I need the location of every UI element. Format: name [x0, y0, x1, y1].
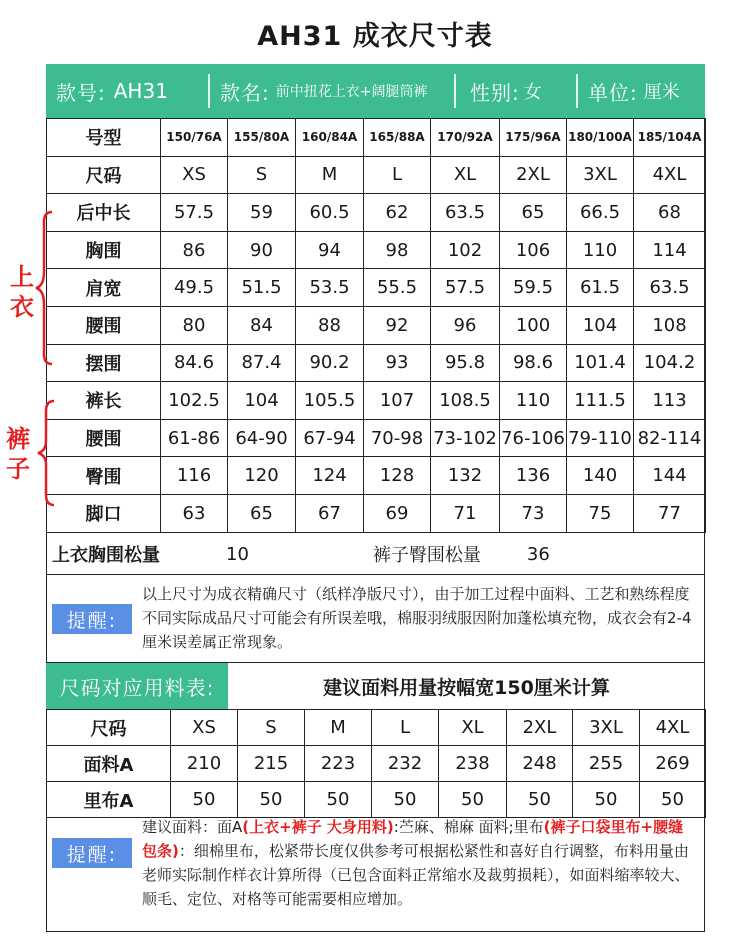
table-cell: 71	[431, 494, 500, 532]
model-cell: 155/80A	[228, 119, 296, 157]
reminder-badge: 提醒:	[52, 604, 132, 634]
table-cell: 67-94	[296, 419, 364, 457]
reminder-badge: 提醒:	[52, 838, 132, 868]
table-row	[47, 344, 706, 382]
table-cell: 113	[634, 382, 706, 420]
style-name-label: 款名:	[220, 80, 270, 105]
top-ease-value: 10	[226, 543, 249, 565]
table-row	[47, 382, 706, 420]
table-cell: 104.2	[634, 344, 706, 382]
unit-cell	[578, 64, 705, 118]
table-cell: 55.5	[364, 269, 431, 307]
table-cell: 67	[296, 494, 364, 532]
gender-cell	[456, 64, 576, 118]
row-header: 裤长	[47, 382, 161, 420]
table-cell: 50	[372, 782, 439, 818]
style-number-label: 款号:	[56, 80, 106, 105]
table-cell: 75	[567, 494, 634, 532]
table-cell: 79-110	[567, 419, 634, 457]
table-cell: 255	[573, 746, 640, 782]
row-header: 摆围	[47, 344, 161, 382]
table-row	[47, 119, 706, 157]
reminder-text-part: :苎麻、棉麻 面料;里布	[393, 818, 544, 836]
row-header: 尺码	[47, 710, 171, 746]
table-row	[47, 156, 706, 194]
table-cell: 50	[439, 782, 507, 818]
table-cell: 215	[238, 746, 305, 782]
row-header: 里布A	[47, 782, 171, 818]
ease-row	[46, 534, 705, 574]
table-row	[47, 710, 706, 746]
table-row	[47, 231, 706, 269]
divider	[46, 574, 705, 575]
size-cell: S	[228, 156, 296, 194]
unit-label: 单位:	[588, 80, 638, 105]
table-cell: 128	[364, 457, 431, 495]
model-cell: 180/100A	[567, 119, 634, 157]
size-cell: L	[364, 156, 431, 194]
table-cell: 210	[171, 746, 238, 782]
row-header: 面料A	[47, 746, 171, 782]
bottom-group-char: 裤	[6, 425, 30, 453]
model-cell: 165/88A	[364, 119, 431, 157]
reminder-text-part: 建议面料：面A	[142, 818, 243, 836]
table-cell: 80	[161, 306, 228, 344]
table-cell: 108	[634, 306, 706, 344]
bottom-group-label	[6, 424, 30, 484]
table-cell: 82-114	[634, 419, 706, 457]
table-cell: 59	[228, 194, 296, 232]
table-cell: 101.4	[567, 344, 634, 382]
row-header: 后中长	[47, 194, 161, 232]
table-row	[47, 269, 706, 307]
table-cell: 90	[228, 231, 296, 269]
style-number-cell	[46, 64, 208, 118]
top-group-char: 上	[10, 263, 34, 291]
table-cell: 50	[573, 782, 640, 818]
fabric-section-title: 尺码对应用料表:	[46, 663, 228, 709]
table-cell: 92	[364, 306, 431, 344]
table-cell: 73-102	[431, 419, 500, 457]
size-cell: XS	[161, 156, 228, 194]
table-cell: 232	[372, 746, 439, 782]
gender-value: 女	[523, 82, 542, 103]
table-cell: 66.5	[567, 194, 634, 232]
row-header: 腰围	[47, 419, 161, 457]
table-row	[47, 782, 706, 818]
top-group-char: 衣	[10, 293, 34, 321]
table-cell: 223	[305, 746, 372, 782]
table-cell: 96	[431, 306, 500, 344]
size-table	[46, 118, 706, 533]
table-cell: 248	[507, 746, 573, 782]
gender-label: 性别:	[470, 80, 520, 105]
table-cell: 61.5	[567, 269, 634, 307]
model-cell: 185/104A	[634, 119, 706, 157]
row-header: 胸围	[47, 231, 161, 269]
model-cell: 175/96A	[500, 119, 567, 157]
top-group-brace	[32, 208, 54, 368]
table-cell: 60.5	[296, 194, 364, 232]
table-cell: 63.5	[634, 269, 706, 307]
row-header: 臀围	[47, 457, 161, 495]
table-cell: 73	[500, 494, 567, 532]
size-cell: XL	[439, 710, 507, 746]
table-cell: 86	[161, 231, 228, 269]
table-cell: 62	[364, 194, 431, 232]
table-cell: 61-86	[161, 419, 228, 457]
style-number-value: AH31	[113, 79, 168, 103]
reminder-text	[142, 815, 698, 911]
top-ease-label: 上衣胸围松量	[52, 545, 160, 566]
fabric-section-note: 建议面料用量按幅宽150厘米计算	[323, 676, 610, 699]
size-cell: XL	[431, 156, 500, 194]
table-cell: 50	[171, 782, 238, 818]
table-cell: 87.4	[228, 344, 296, 382]
table-cell: 105.5	[296, 382, 364, 420]
table-cell: 124	[296, 457, 364, 495]
reminder-highlight: (裤子口袋里布+腰缝包条)	[142, 818, 684, 860]
table-row	[47, 194, 706, 232]
table-cell: 110	[500, 382, 567, 420]
top-group-label	[10, 262, 34, 322]
table-cell: 69	[364, 494, 431, 532]
table-cell: 269	[640, 746, 706, 782]
row-header: 腰围	[47, 306, 161, 344]
size-cell: 2XL	[507, 710, 573, 746]
table-cell: 93	[364, 344, 431, 382]
table-cell: 110	[567, 231, 634, 269]
table-cell: 51.5	[228, 269, 296, 307]
table-cell: 98.6	[500, 344, 567, 382]
size-cell: 4XL	[634, 156, 706, 194]
table-cell: 77	[634, 494, 706, 532]
table-cell: 84.6	[161, 344, 228, 382]
table-cell: 90.2	[296, 344, 364, 382]
row-header: 号型	[47, 119, 161, 157]
fabric-section-header	[46, 663, 705, 709]
table-cell: 114	[634, 231, 706, 269]
model-cell: 160/84A	[296, 119, 364, 157]
table-cell: 106	[500, 231, 567, 269]
table-cell: 102	[431, 231, 500, 269]
table-cell: 50	[238, 782, 305, 818]
reminder-text-part: ：细棉里布，松紧带长度仅供参考可根据松紧性和喜好自行调整，布料用量由老师实际制作样衣计算所得（已包含面料正常缩水及裁剪损耗），如面料缩率较大、顺毛、定位、对格等可能需要相应增加。	[142, 842, 690, 908]
table-cell: 70-98	[364, 419, 431, 457]
size-cell: 2XL	[500, 156, 567, 194]
table-cell: 53.5	[296, 269, 364, 307]
table-cell: 120	[228, 457, 296, 495]
table-cell: 68	[634, 194, 706, 232]
table-cell: 76-106	[500, 419, 567, 457]
table-cell: 59.5	[500, 269, 567, 307]
table-cell: 140	[567, 457, 634, 495]
table-cell: 108.5	[431, 382, 500, 420]
table-cell: 102.5	[161, 382, 228, 420]
table-cell: 132	[431, 457, 500, 495]
table-cell: 94	[296, 231, 364, 269]
size-cell: 4XL	[640, 710, 706, 746]
size-cell: M	[305, 710, 372, 746]
row-header: 脚口	[47, 494, 161, 532]
bottom-group-char: 子	[6, 455, 30, 483]
fabric-table	[46, 709, 706, 818]
size-cell: S	[238, 710, 305, 746]
size-cell: L	[372, 710, 439, 746]
table-cell: 50	[305, 782, 372, 818]
table-row	[47, 419, 706, 457]
table-cell: 144	[634, 457, 706, 495]
style-name-cell	[210, 64, 454, 118]
table-cell: 63.5	[431, 194, 500, 232]
table-cell: 84	[228, 306, 296, 344]
table-cell: 88	[296, 306, 364, 344]
reminder-highlight: (上衣+裤子 大身用料)	[242, 818, 394, 836]
model-cell: 170/92A	[431, 119, 500, 157]
pants-ease-label: 裤子臀围松量	[372, 545, 481, 566]
table-cell: 50	[507, 782, 573, 818]
row-header: 尺码	[47, 156, 161, 194]
style-info-bar	[46, 64, 705, 118]
pants-ease-value: 36	[526, 543, 550, 565]
table-cell: 104	[228, 382, 296, 420]
table-cell: 95.8	[431, 344, 500, 382]
size-cell: XS	[171, 710, 238, 746]
table-cell: 49.5	[161, 269, 228, 307]
page-title: AH31 成衣尺寸表	[257, 21, 493, 52]
table-cell: 111.5	[567, 382, 634, 420]
table-cell: 63	[161, 494, 228, 532]
table-cell: 104	[567, 306, 634, 344]
table-cell: 100	[500, 306, 567, 344]
reminder-text: 以上尺寸为成衣精确尺寸（纸样净版尺寸），由于加工过程中面料、工艺和熟练程度不同实际成品尺寸可能会有所误差哦，棉服羽绒服因附加蓬松填充物，成衣会有2-4厘米误差属正常现象。	[142, 585, 692, 651]
size-cell: 3XL	[567, 156, 634, 194]
size-cell: M	[296, 156, 364, 194]
table-cell: 107	[364, 382, 431, 420]
table-cell: 65	[500, 194, 567, 232]
table-cell: 136	[500, 457, 567, 495]
table-row	[47, 494, 706, 532]
size-cell: 3XL	[573, 710, 640, 746]
table-cell: 98	[364, 231, 431, 269]
model-cell: 150/76A	[161, 119, 228, 157]
table-cell: 50	[640, 782, 706, 818]
table-cell: 65	[228, 494, 296, 532]
row-header: 肩宽	[47, 269, 161, 307]
bottom-group-brace	[34, 397, 56, 509]
table-cell: 57.5	[431, 269, 500, 307]
table-row	[47, 746, 706, 782]
table-row	[47, 306, 706, 344]
unit-value: 厘米	[643, 82, 680, 103]
style-name-value: 前中扭花上衣+阔腿筒裤	[275, 84, 428, 100]
table-row	[47, 457, 706, 495]
table-cell: 238	[439, 746, 507, 782]
table-cell: 116	[161, 457, 228, 495]
table-cell: 57.5	[161, 194, 228, 232]
table-cell: 64-90	[228, 419, 296, 457]
